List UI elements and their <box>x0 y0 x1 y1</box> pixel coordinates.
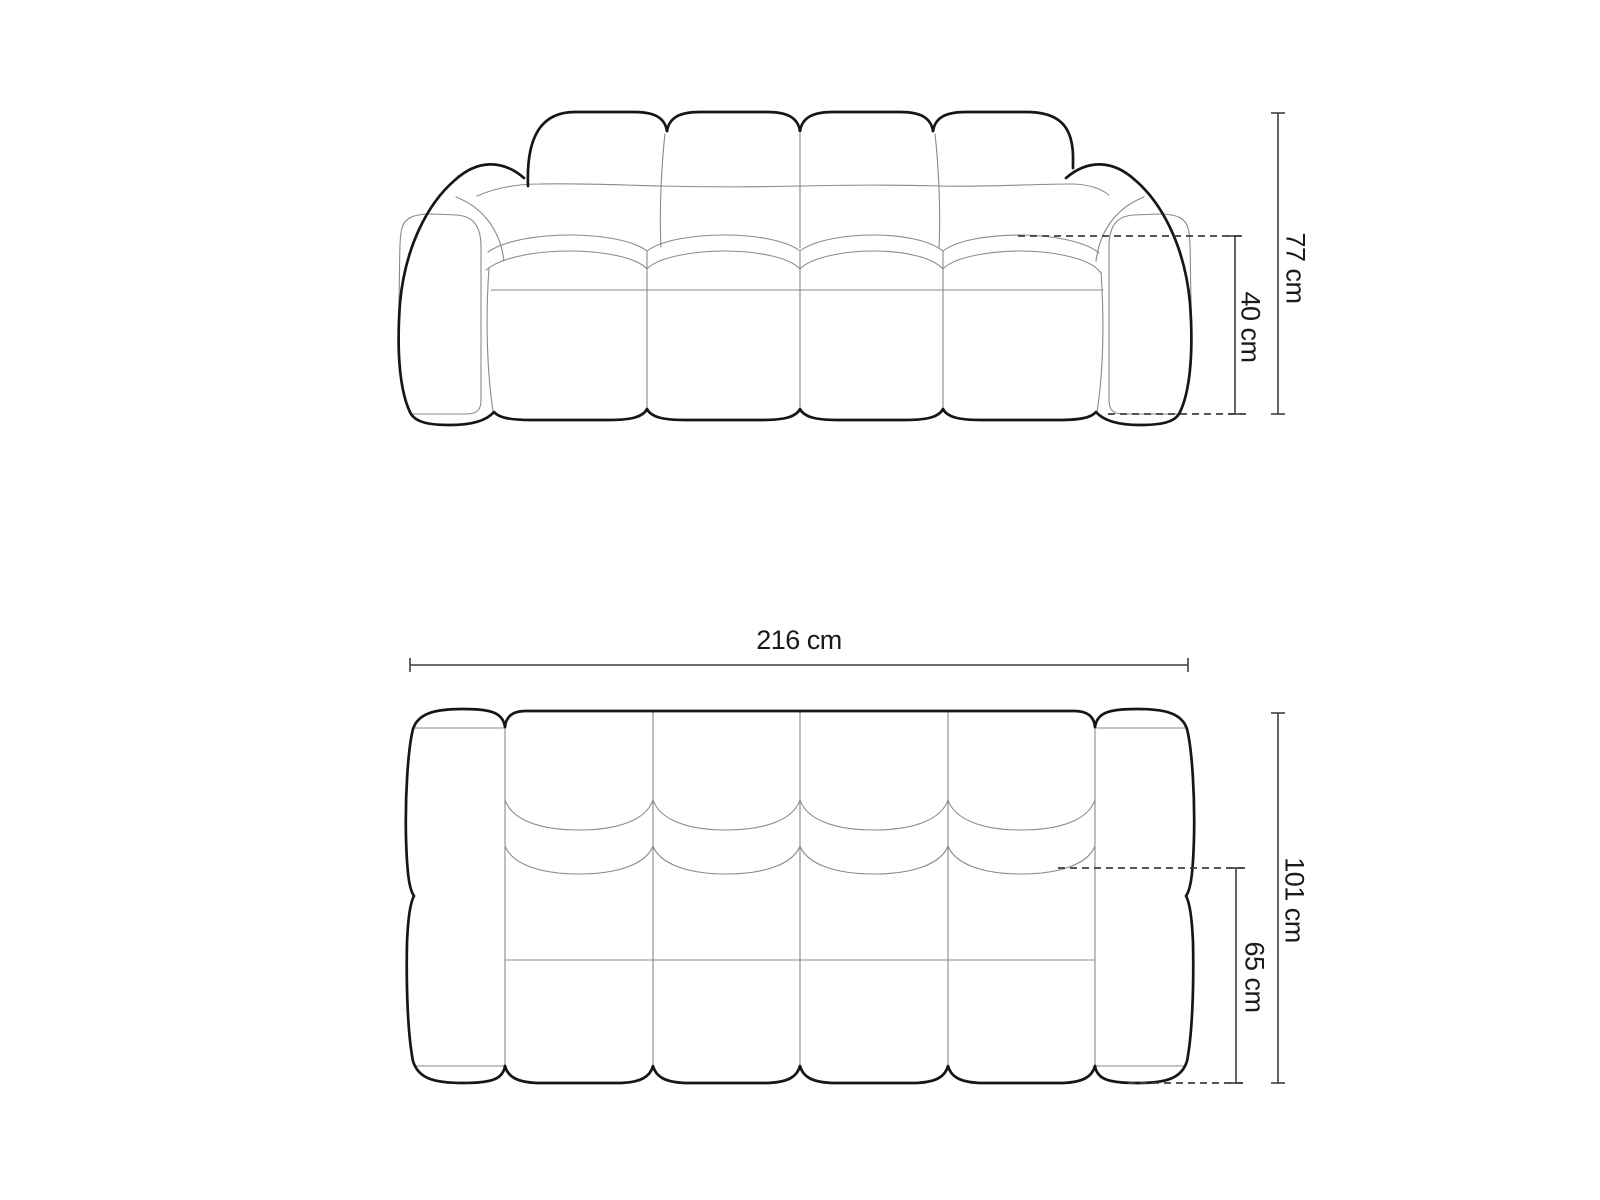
top-dimension-seat-depth <box>1058 868 1270 1083</box>
top-dimension-overall-width <box>410 625 1188 672</box>
front-view <box>399 112 1311 425</box>
front-dimension-arm-seat-height <box>1018 236 1266 414</box>
top-seam-lines <box>414 711 1186 1066</box>
dimension-label-arm-seat-height: 40 cm <box>1235 291 1266 363</box>
front-seam-lines <box>399 134 1191 414</box>
top-right-arm <box>1095 709 1194 1083</box>
dimension-label-overall-width: 216 cm <box>756 625 842 655</box>
top-dimension-overall-depth <box>1271 713 1310 1083</box>
top-left-arm <box>406 709 505 1083</box>
top-view <box>406 625 1310 1083</box>
dimension-label-overall-height: 77 cm <box>1280 232 1311 304</box>
dimension-label-seat-depth: 65 cm <box>1239 941 1270 1013</box>
front-outline <box>399 112 1192 425</box>
front-dimension-overall-height <box>1271 113 1311 414</box>
top-seat-front-edge <box>505 1066 1095 1083</box>
dimension-label-overall-depth: 101 cm <box>1279 857 1310 943</box>
